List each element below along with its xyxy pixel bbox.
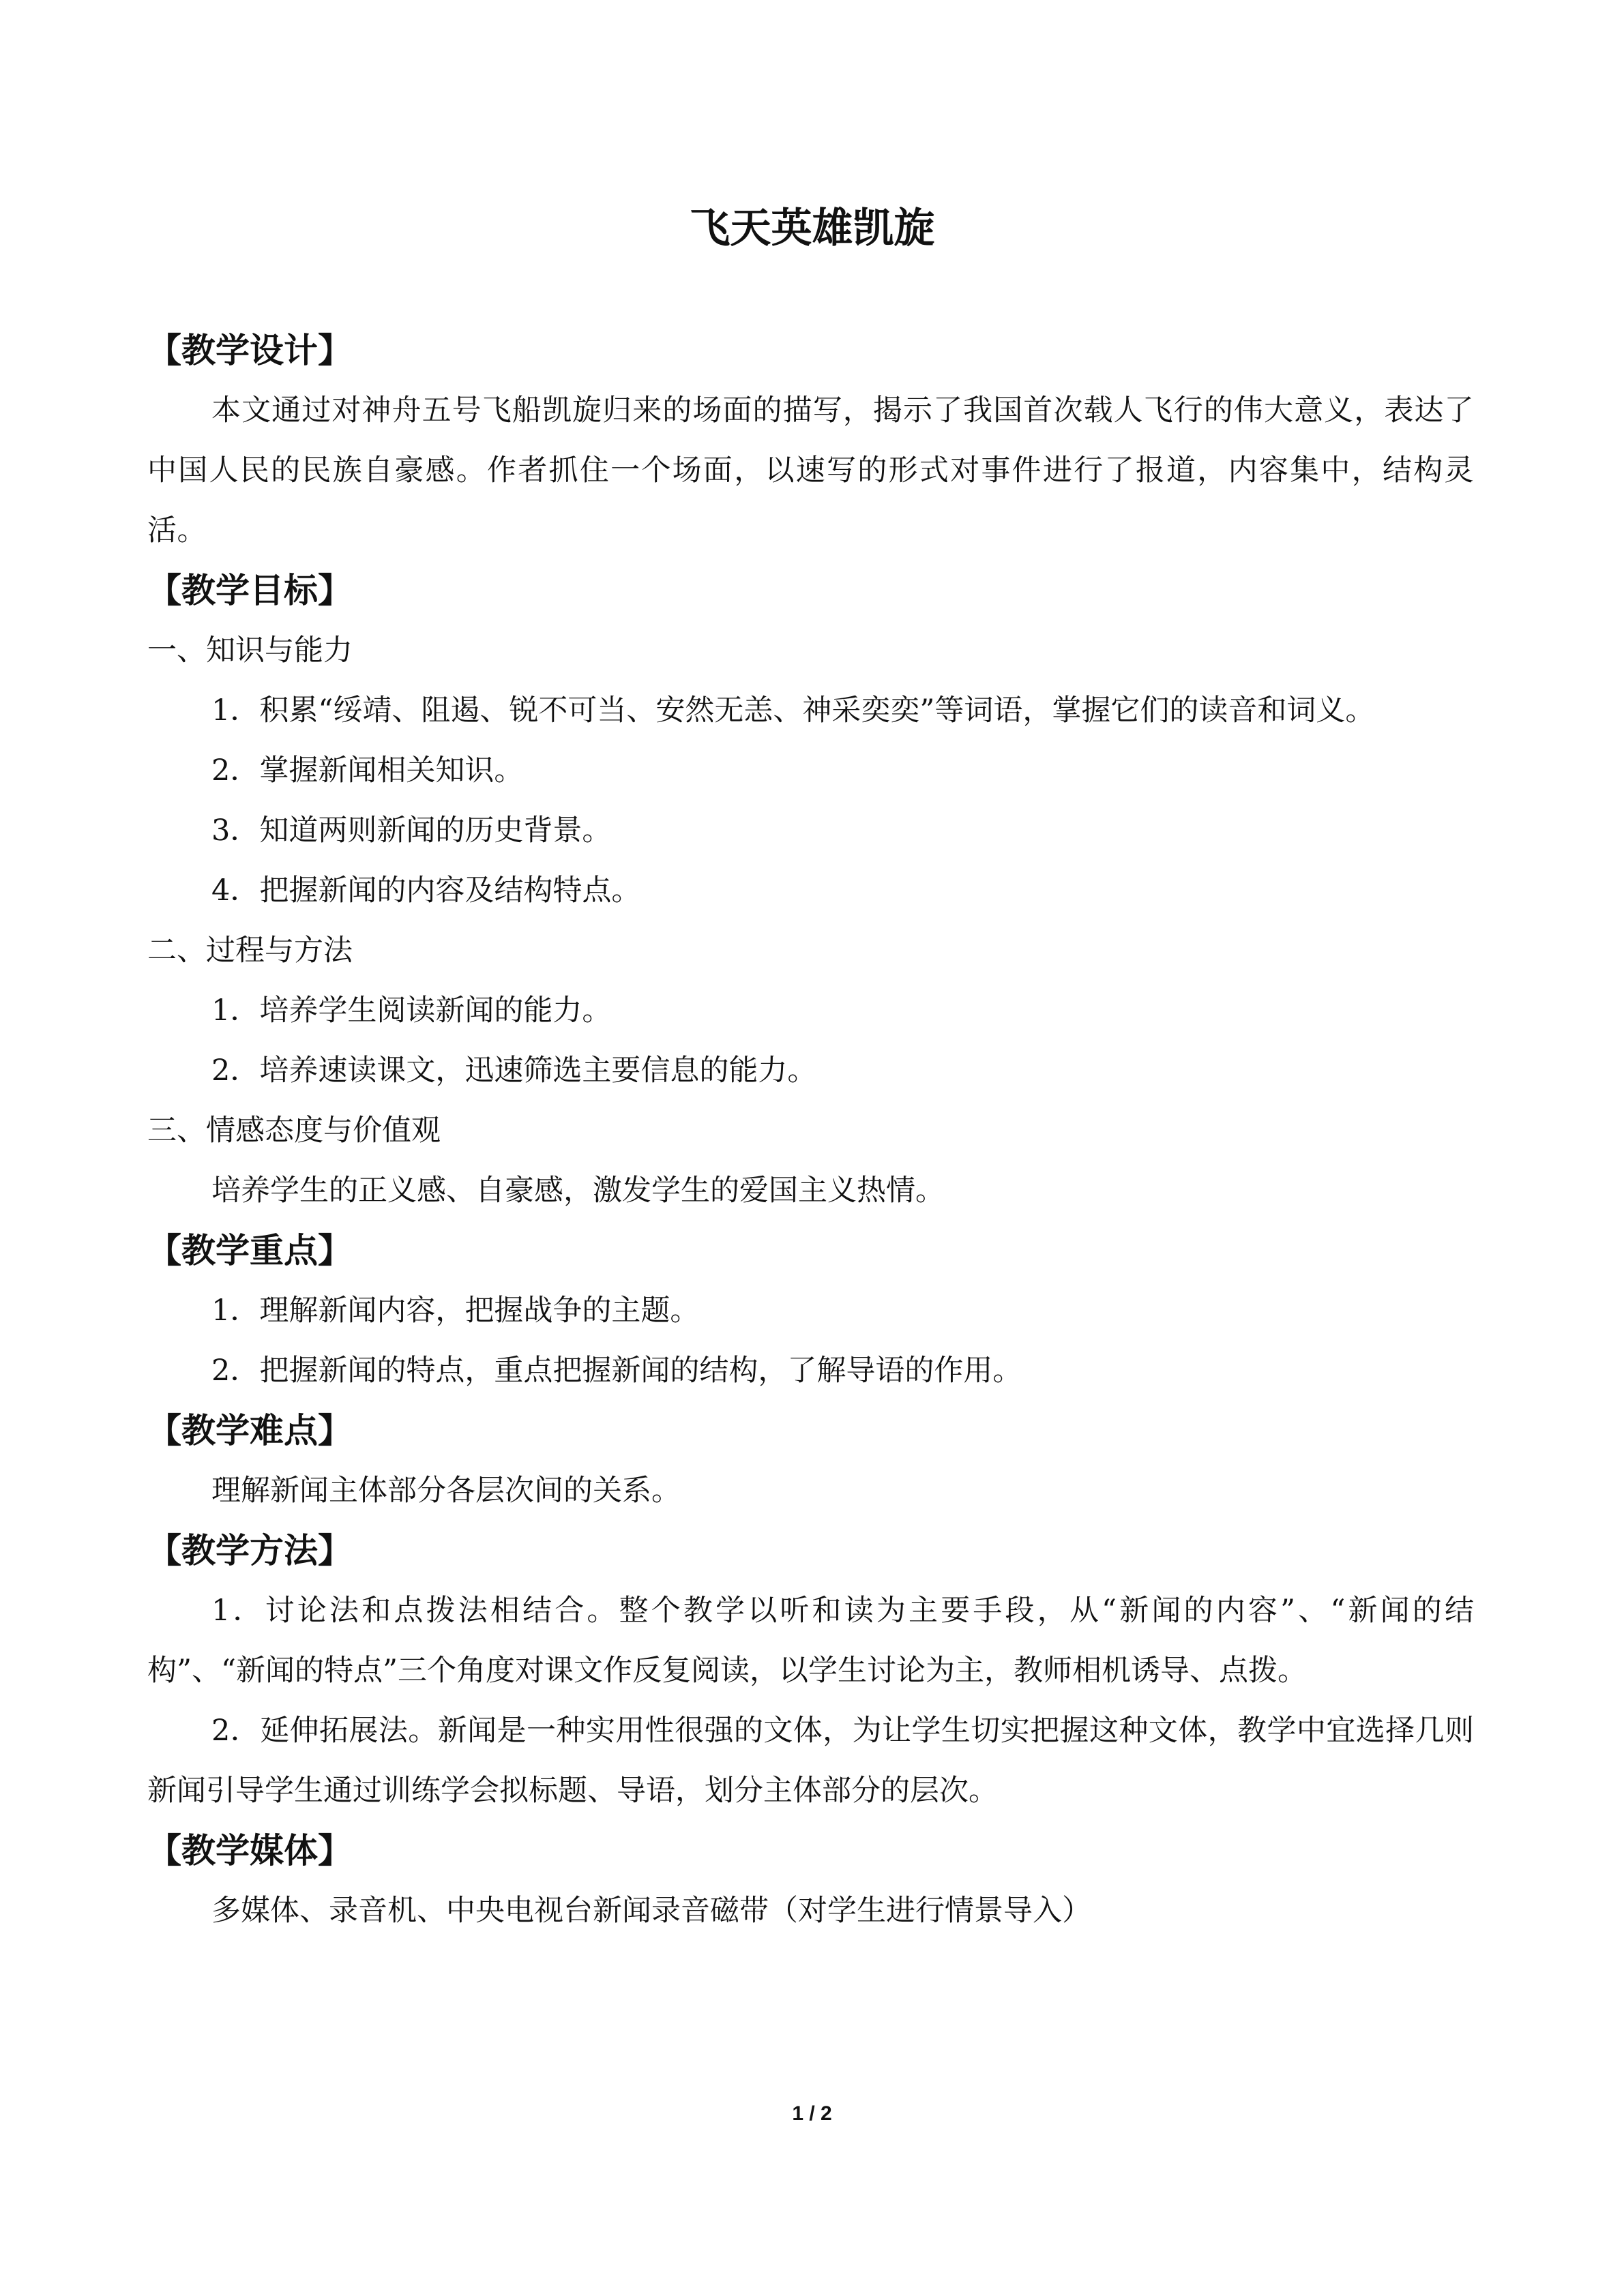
section-heading-key-points: 【教学重点】 [147, 1231, 352, 1270]
key-point-item-1: 1．理解新闻内容，把握战争的主题。 [211, 1294, 700, 1328]
section-heading-difficulties: 【教学难点】 [147, 1411, 352, 1450]
goals-knowledge-item-3: 3．知道两则新闻的历史背景。 [211, 814, 612, 848]
section-heading-methods: 【教学方法】 [147, 1531, 352, 1570]
section-heading-goals: 【教学目标】 [147, 571, 352, 610]
method-item-2: 2．延伸拓展法。新闻是一种实用性很强的文体，为让学生切实把握这种文体，教学中宜选择几则新闻引导学生通过训练学会拟标题、导语，划分主体部分的层次。 [147, 1714, 1474, 1808]
goals-knowledge-item-2: 2．掌握新闻相关知识。 [211, 754, 524, 788]
document-body [147, 320, 1474, 1941]
page-number: 1 / 2 [792, 2102, 832, 2125]
goals-process-item-2: 2．培养速读课文，迅速筛选主要信息的能力。 [211, 1054, 817, 1088]
section-heading-design: 【教学设计】 [147, 331, 352, 370]
goals-values-label: 三、情感态度与价值观 [147, 1114, 441, 1148]
goals-values-text: 培养学生的正义感、自豪感，激发学生的爱国主义热情。 [211, 1174, 945, 1208]
document-title: 飞天英雄凯旋 [689, 205, 935, 252]
goals-knowledge-label: 一、知识与能力 [147, 633, 353, 668]
goals-knowledge-item-1: 1．积累“绥靖、阻遏、锐不可当、安然无恙、神采奕奕”等词语，掌握它们的读音和词义。 [211, 694, 1375, 728]
media-text: 多媒体、录音机、中央电视台新闻录音磁带（对学生进行情景导入） [211, 1894, 1091, 1928]
key-point-item-2: 2．把握新闻的特点，重点把握新闻的结构，了解导语的作用。 [211, 1354, 1022, 1388]
design-paragraph: 本文通过对神舟五号飞船凯旋归来的场面的描写，揭示了我国首次载人飞行的伟大意义，表达了中国人民的民族自豪感。作者抓住一个场面，以速写的形式对事件进行了报道，内容集中，结构灵活。 [147, 393, 1474, 548]
section-heading-media: 【教学媒体】 [147, 1831, 352, 1870]
goals-process-item-1: 1．培养学生阅读新闻的能力。 [211, 994, 612, 1028]
method-item-1: 1．讨论法和点拨法相结合。整个教学以听和读为主要手段，从“新闻的内容”、“新闻的结构”、“新闻的特点”三个角度对课文作反复阅读，以学生讨论为主，教师相机诱导、点拨。 [147, 1594, 1474, 1688]
difficulties-text: 理解新闻主体部分各层次间的关系。 [211, 1474, 681, 1508]
goals-process-label: 二、过程与方法 [147, 934, 353, 968]
goals-knowledge-item-4: 4．把握新闻的内容及结构特点。 [211, 874, 641, 908]
